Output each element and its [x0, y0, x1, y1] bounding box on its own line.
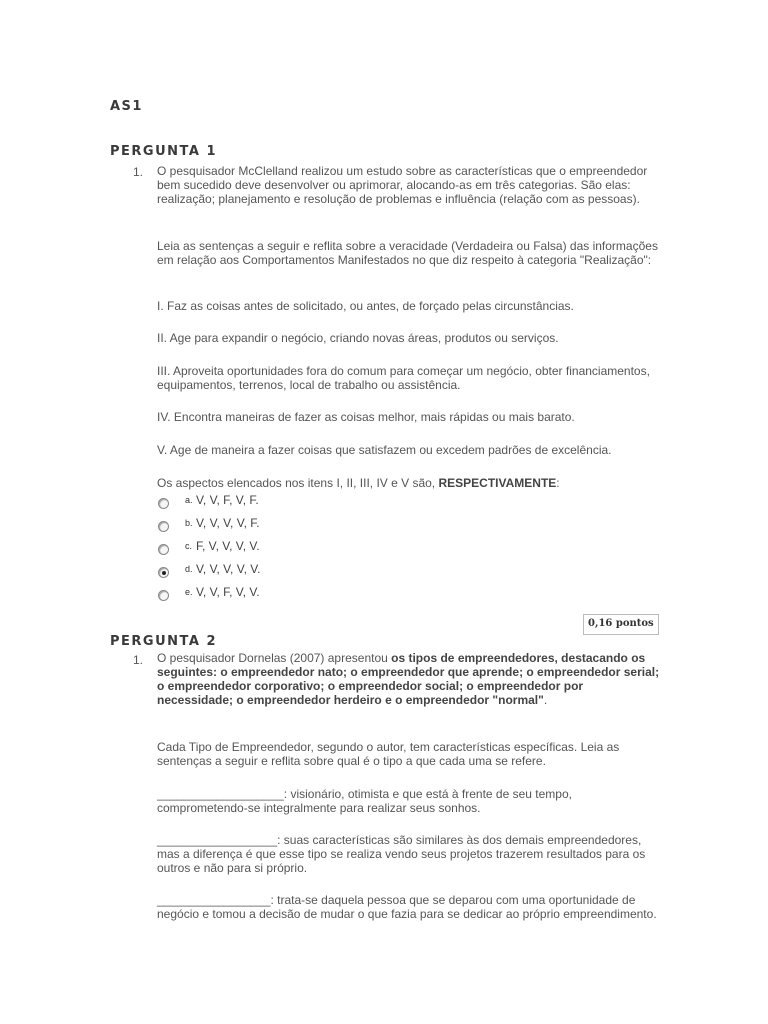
statement-ii: II. Age para expandir o negócio, criando novas áreas, produtos ou serviços.	[157, 331, 559, 345]
radio-button-d[interactable]	[158, 567, 169, 578]
question-1-heading: PERGUNTA 1	[110, 144, 218, 159]
points-badge: 0,16 pontos	[583, 614, 659, 635]
intro-emphasis: os tipos de empreendedores, destacando os seguintes: o empreendedor nato; o empreendedor que aprende; o empreendedor serial; o empreendedor corporativo; o empreendedor social; o empreendedor por necessidade; o empreendedor herdeiro e o empreendedor "normal"	[157, 651, 660, 707]
question-1-instruction: Leia as sentenças a seguir e reflita sobre a veracidade (Verdadeira ou Falsa) das informações em relação aos Comportamentos Manifestados no que diz respeito à categoria "Realização":	[157, 239, 658, 267]
radio-button-e[interactable]	[158, 590, 169, 601]
statement-v: V. Age de maneira a fazer coisas que satisfazem ou excedem padrões de excelência.	[157, 443, 612, 457]
page-title: AS1	[110, 99, 143, 114]
option-letter: a.	[185, 495, 193, 505]
question-1-intro: O pesquisador McClelland realizou um estudo sobre as características que o empreendedor bem sucedido deve desenvolver ou aprimorar, alocando-as em três categorias. São elas: realização; planejamento e resolução de problemas e influência (relação com as pessoas).	[157, 164, 648, 206]
q2-statement-3: _________________: trata-se daquela pessoa que se deparou com uma oportunidade de negócio e tomou a decisão de mudar o que fazia para se dedicar ao próprio empreendimento.	[157, 893, 657, 921]
statement-iv: IV. Encontra maneiras de fazer as coisas melhor, mais rápidas ou mais barato.	[157, 410, 575, 424]
option-letter: d.	[185, 564, 193, 574]
question-1-number: 1.	[133, 165, 144, 179]
question-2-heading: PERGUNTA 2	[110, 634, 218, 649]
intro-text: O pesquisador Dornelas (2007) apresentou	[157, 651, 392, 665]
option-text: F, V, V, V, V.	[196, 539, 260, 553]
option-text: V, V, V, V, V.	[196, 562, 261, 576]
option-text: V, V, F, V, F.	[196, 493, 259, 507]
radio-button-c[interactable]	[158, 544, 169, 555]
option-letter: b.	[185, 518, 193, 528]
option-letter: c.	[185, 541, 193, 551]
prompt-text: Os aspectos elencados nos itens I, II, III, IV e V são,	[157, 476, 439, 490]
radio-button-b[interactable]	[158, 521, 169, 532]
intro-end: .	[543, 693, 548, 707]
question-1-prompt	[157, 476, 662, 490]
prompt-emphasis: RESPECTIVAMENTE	[438, 476, 557, 490]
q2-statement-1: ___________________: visionário, otimista e que está à frente de seu tempo, comprometendo-se integralmente para realizar seus sonhos.	[157, 787, 572, 815]
question-2-intro	[157, 651, 662, 707]
radio-button-a[interactable]	[158, 498, 169, 509]
question-2-number: 1.	[133, 653, 144, 667]
statement-iii: III. Aproveita oportunidades fora do comum para começar um negócio, obter financiamentos, equipamentos, terrenos, local de trabalho ou assistência.	[157, 364, 650, 392]
question-2-instruction: Cada Tipo de Empreendedor, segundo o autor, tem características específicas. Leia as sentenças a seguir e reflita sobre qual é o tipo a que cada uma se refere.	[157, 740, 620, 768]
prompt-end: :	[556, 476, 560, 490]
q2-statement-2: __________________: suas características são similares às dos demais empreendedores, mas a diferença é que esse tipo se realiza vendo seus projetos trazerem resultados para os outros e não para si próprio.	[157, 833, 646, 875]
option-text: V, V, V, V, F.	[196, 516, 260, 530]
statement-i: I. Faz as coisas antes de solicitado, ou antes, de forçado pelas circunstâncias.	[157, 299, 574, 313]
option-letter: e.	[185, 587, 193, 597]
option-text: V, V, F, V, V.	[196, 585, 260, 599]
